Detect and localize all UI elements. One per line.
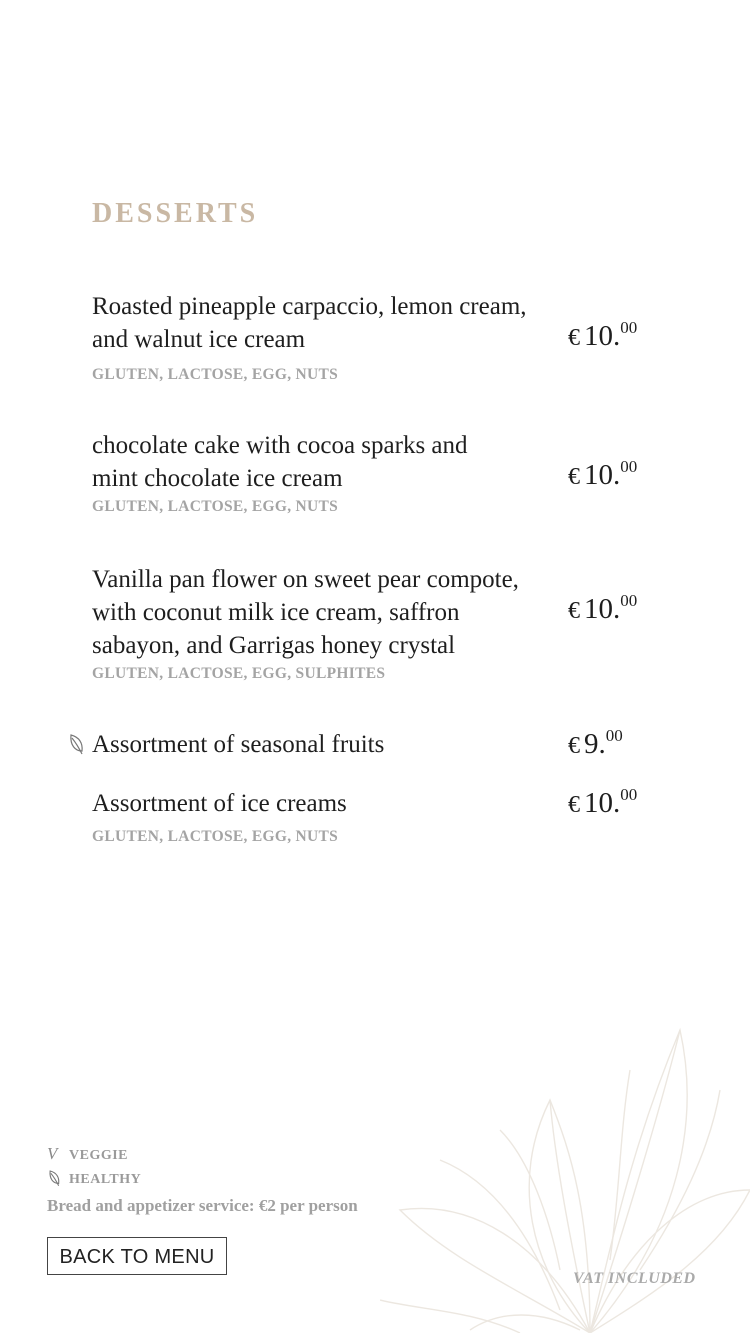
price-cents: 00: [620, 591, 638, 610]
price-cents: 00: [620, 457, 638, 476]
price-main: 10.: [584, 787, 621, 819]
legend-veggie-label: VEGGIE: [69, 1148, 129, 1163]
healthy-leaf-icon: [47, 1168, 63, 1188]
legend-healthy: [47, 1168, 141, 1188]
item-name: Vanilla pan flower on sweet pear compote, with coconut milk ice cream, saffron sabayon, and Garrigas honey crystal: [92, 566, 519, 659]
menu-item: [92, 728, 712, 761]
price-cents: 00: [605, 726, 623, 745]
item-name: Roasted pineapple carpaccio, lemon cream, and walnut ice cream: [92, 293, 527, 353]
price-main: 10.: [584, 320, 621, 352]
bread-service-note: Bread and appetizer service: €2 per person: [47, 1196, 358, 1215]
veggie-icon: V: [47, 1144, 58, 1163]
item-name: chocolate cake with cocoa sparks and mint chocolate ice cream: [92, 432, 468, 492]
item-price: [568, 593, 637, 626]
price-main: 9.: [584, 728, 606, 760]
item-name: Assortment of ice creams: [92, 790, 347, 817]
currency-symbol: €: [568, 792, 580, 818]
menu-item: [92, 563, 712, 683]
price-cents: 00: [620, 318, 638, 337]
currency-symbol: €: [568, 598, 580, 624]
item-price: [568, 787, 637, 820]
menu-item: [92, 429, 712, 516]
menu-item: [92, 787, 712, 846]
section-title: DESSERTS: [92, 198, 259, 229]
item-price: [568, 459, 637, 492]
currency-symbol: €: [568, 733, 580, 759]
allergens: GLUTEN, LACTOSE, EGG, NUTS: [92, 366, 339, 383]
back-to-menu-button[interactable]: BACK TO MENU: [47, 1237, 227, 1275]
allergens: GLUTEN, LACTOSE, EGG, NUTS: [92, 498, 339, 515]
legend-veggie: [47, 1144, 128, 1164]
healthy-leaf-icon: [67, 733, 85, 755]
item-price: [568, 728, 623, 761]
item-name: Assortment of seasonal fruits: [92, 731, 385, 758]
vat-note: VAT INCLUDED: [573, 1270, 696, 1287]
currency-symbol: €: [568, 464, 580, 490]
currency-symbol: €: [568, 325, 580, 351]
allergens: GLUTEN, LACTOSE, EGG, NUTS: [92, 828, 339, 845]
legend-healthy-label: HEALTHY: [69, 1172, 142, 1187]
item-price: [568, 320, 637, 353]
menu-item: [92, 290, 712, 384]
allergens: GLUTEN, LACTOSE, EGG, SULPHITES: [92, 665, 386, 682]
price-main: 10.: [584, 593, 621, 625]
price-cents: 00: [620, 785, 638, 804]
price-main: 10.: [584, 459, 621, 491]
